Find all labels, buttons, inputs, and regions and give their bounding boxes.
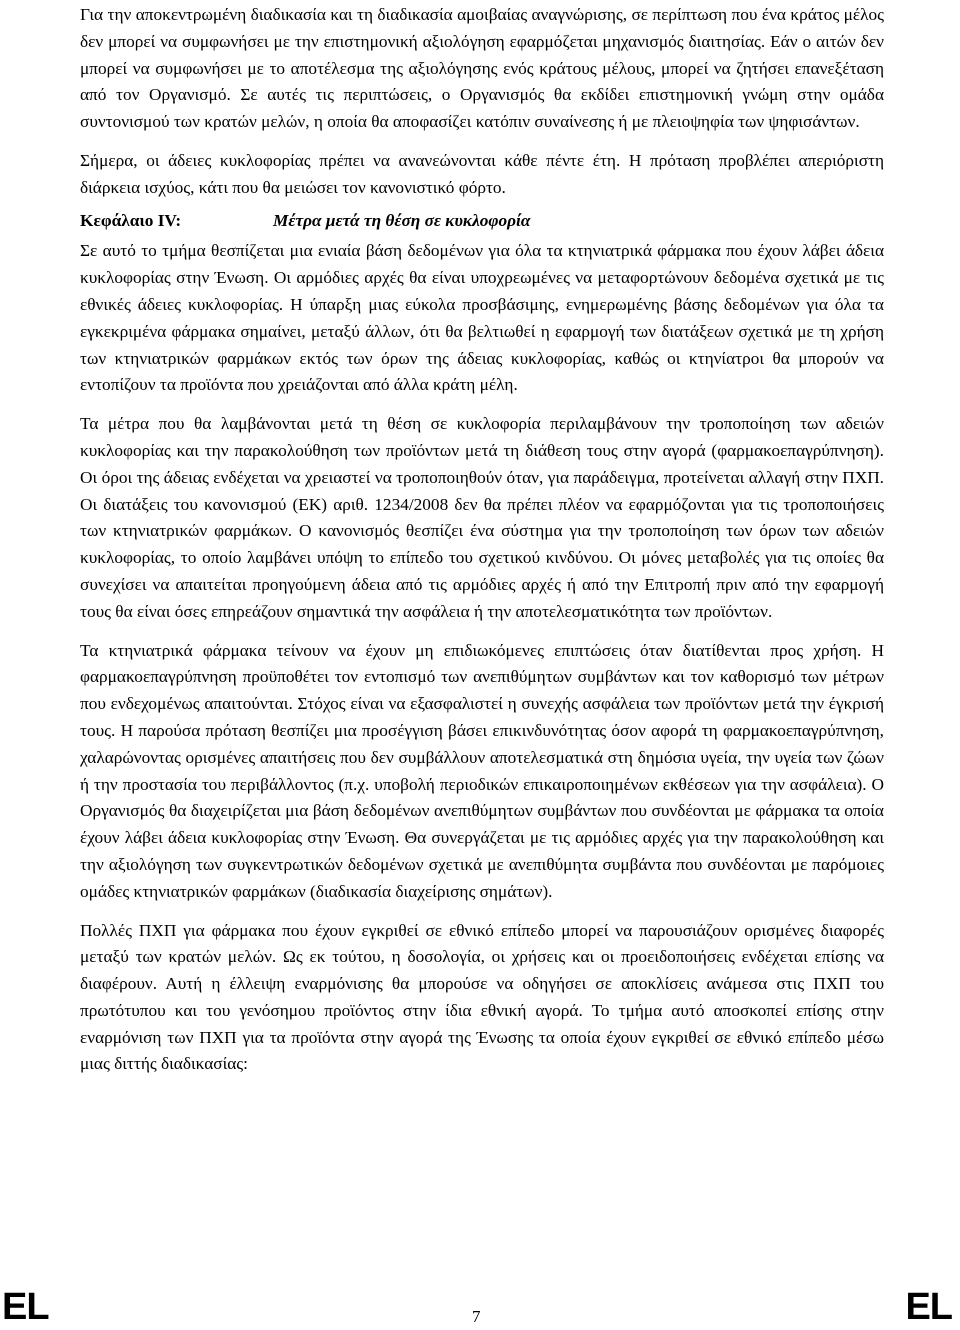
chapter-title: Μέτρα μετά τη θέση σε κυκλοφορία [273,210,531,230]
paragraph-arbitration: Για την αποκεντρωμένη διαδικασία και τη διαδικασία αμοιβαίας αναγνώρισης, σε περίπτωση που ένα κράτος μέλος δεν μπορεί να συμφωνήσει με την επιστημονική αξιολόγηση εφαρμόζεται μηχανισμός διαιτησίας. Εάν ο αιτών δεν μπορεί να συμφωνήσει με το αποτέλεσμα της αξιολόγησης ενός κράτους μέλους, μπορεί να ζητήσει επανεξέταση από τον Οργανισμό. Σε αυτές τις περιπτώσεις, ο Οργανισμός θα εκδίδει επιστημονική γνώμη στην ομάδα συντονισμού των κρατών μελών, η οποία θα αποφασίζει κατόπιν συναίνεσης ή με πλειοψηφία των ψηφισάντων. [80,5,884,132]
footer-language-left: EL [2,1286,49,1328]
page-number: 7 [472,1307,481,1326]
paragraph-spc-harmonisation: Πολλές ΠΧΠ για φάρμακα που έχουν εγκριθεί σε εθνικό επίπεδο μπορεί να παρουσιάζουν ορισμένες διαφορές μεταξύ των κρατών μελών. Ως εκ τούτου, η δοσολογία, οι χρήσεις και οι προειδοποιήσεις ενδέχεται επίσης να διαφέρουν. Αυτή η έλλειψη εναρμόνισης θα μπορούσε να οδηγήσει σε αποκλίσεις ανάμεσα στις ΠΧΠ του πρωτότυπου και του γενόσημου προϊόντος στην ίδια εθνική αγορά. Το τμήμα αυτό αποσκοπεί επίσης στην εναρμόνιση των ΠΧΠ για τα προϊόντα στην αγορά της Ένωσης τα οποία έχουν εγκριθεί σε εθνικό επίπεδο μέσω μιας διττής διαδικασίας: [80,920,884,1074]
paragraph-marketing-authorisation-validity: Σήμερα, οι άδειες κυκλοφορίας πρέπει να ανανεώνονται κάθε πέντε έτη. Η πρόταση προβλέπει απεριόριστη διάρκεια ισχύος, κάτι που θα μειώσει τον κανονιστικό φόρτο. [80,150,884,197]
chapter-heading [80,208,884,235]
footer-language-right: EL [905,1286,952,1328]
paragraph-database: Σε αυτό το τμήμα θεσπίζεται μια ενιαία βάση δεδομένων για όλα τα κτηνιατρικά φάρμακα που έχουν λάβει άδεια κυκλοφορίας στην Ένωση. Οι αρμόδιες αρχές θα είναι υποχρεωμένες να μεταφορτώνουν δεδομένα σχετικά με τις εθνικές άδειες κυκλοφορίας. Η ύπαρξη μιας εύκολα προσβάσιμης, ενημερωμένης βάσης δεδομένων για όλα τα εγκεκριμένα φάρμακα σημαίνει, μεταξύ άλλων, ότι θα βελτιωθεί η εφαρμογή των διατάξεων σχετικά με τη χρήση των κτηνιατρικών φαρμάκων εκτός των όρων της άδειας κυκλοφορίας, καθώς οι κτηνίατροι θα μπορούν να εντοπίζουν τα προϊόντα που χρειάζονται από άλλα κράτη μέλη. [80,241,884,395]
document-body [80,0,884,1078]
paragraph-post-marketing-measures: Τα μέτρα που θα λαμβάνονται μετά τη θέση σε κυκλοφορία περιλαμβάνουν την τροποποίηση των αδειών κυκλοφορίας και την παρακολούθηση των προϊόντων μετά τη διάθεση τους στην αγορά (φαρμακοεπαγρύπνηση). Οι όροι της άδειας ενδέχεται να χρειαστεί να τροποποιηθούν όταν, για παράδειγμα, προτείνεται αλλαγή στην ΠΧΠ. Οι διατάξεις του κανονισμού (ΕΚ) αριθ. 1234/2008 δεν θα πρέπει πλέον να εφαρμόζονται για τις τροποποιήσεις των κτηνιατρικών φαρμάκων. Ο κανονισμός θεσπίζει ένα σύστημα για την τροποποίηση των όρων των αδειών κυκλοφορίας, το οποίο λαμβάνει υπόψη το επίπεδο του σχετικού κινδύνου. Οι μόνες μεταβολές για τις οποίες θα συνεχίσει να απαιτείται προηγούμενη άδεια από τις αρμόδιες αρχές ή από την Επιτροπή πριν από την εφαρμογή τους θα είναι όσες επηρεάζουν σημαντικά την ασφάλεια ή την αποτελεσματικότητα των προϊόντων. [80,414,884,621]
paragraph-pharmacovigilance: Τα κτηνιατρικά φάρμακα τείνουν να έχουν μη επιδιωκόμενες επιπτώσεις όταν διατίθενται προς χρήση. Η φαρμακοεπαγρύπνηση προϋποθέτει τον εντοπισμό των ανεπιθύμητων συμβάντων και τον καθορισμό των μέτρων που ενδεχομένως απαιτούνται. Στόχος είναι να εξασφαλιστεί η συνεχής ασφάλεια των προϊόντων μετά την έγκρισή τους. Η παρούσα πρόταση θεσπίζει μια προσέγγιση βάσει επικινδυνότητας όσον αφορά τη φαρμακοεπαγρύπνηση, χαλαρώνοντας ορισμένες απαιτήσεις που δεν συμβάλλουν αποτελεσματικά στη δημόσια υγεία, την υγεία των ζώων ή την προστασία του περιβάλλοντος (π.χ. υποβολή περιοδικών επικαιροποιημένων εκθέσεων για την ασφάλεια). Ο Οργανισμός θα διαχειρίζεται μια βάση δεδομένων ανεπιθύμητων συμβάντων που συνδέονται με φάρμακα τα οποία έχουν λάβει άδεια κυκλοφορίας στην Ένωση. Θα συνεργάζεται με τις αρμόδιες αρχές για την παρακολούθηση και την αξιολόγηση των συγκεντρωτικών δεδομένων σχετικά με ανεπιθύμητα συμβάντα που συνδέονται με παρόμοιες ομάδες κτηνιατρικών φαρμάκων (διαδικασία διαχείρισης σημάτων). [80,640,884,901]
chapter-number: Κεφάλαιο IV: [80,210,182,230]
